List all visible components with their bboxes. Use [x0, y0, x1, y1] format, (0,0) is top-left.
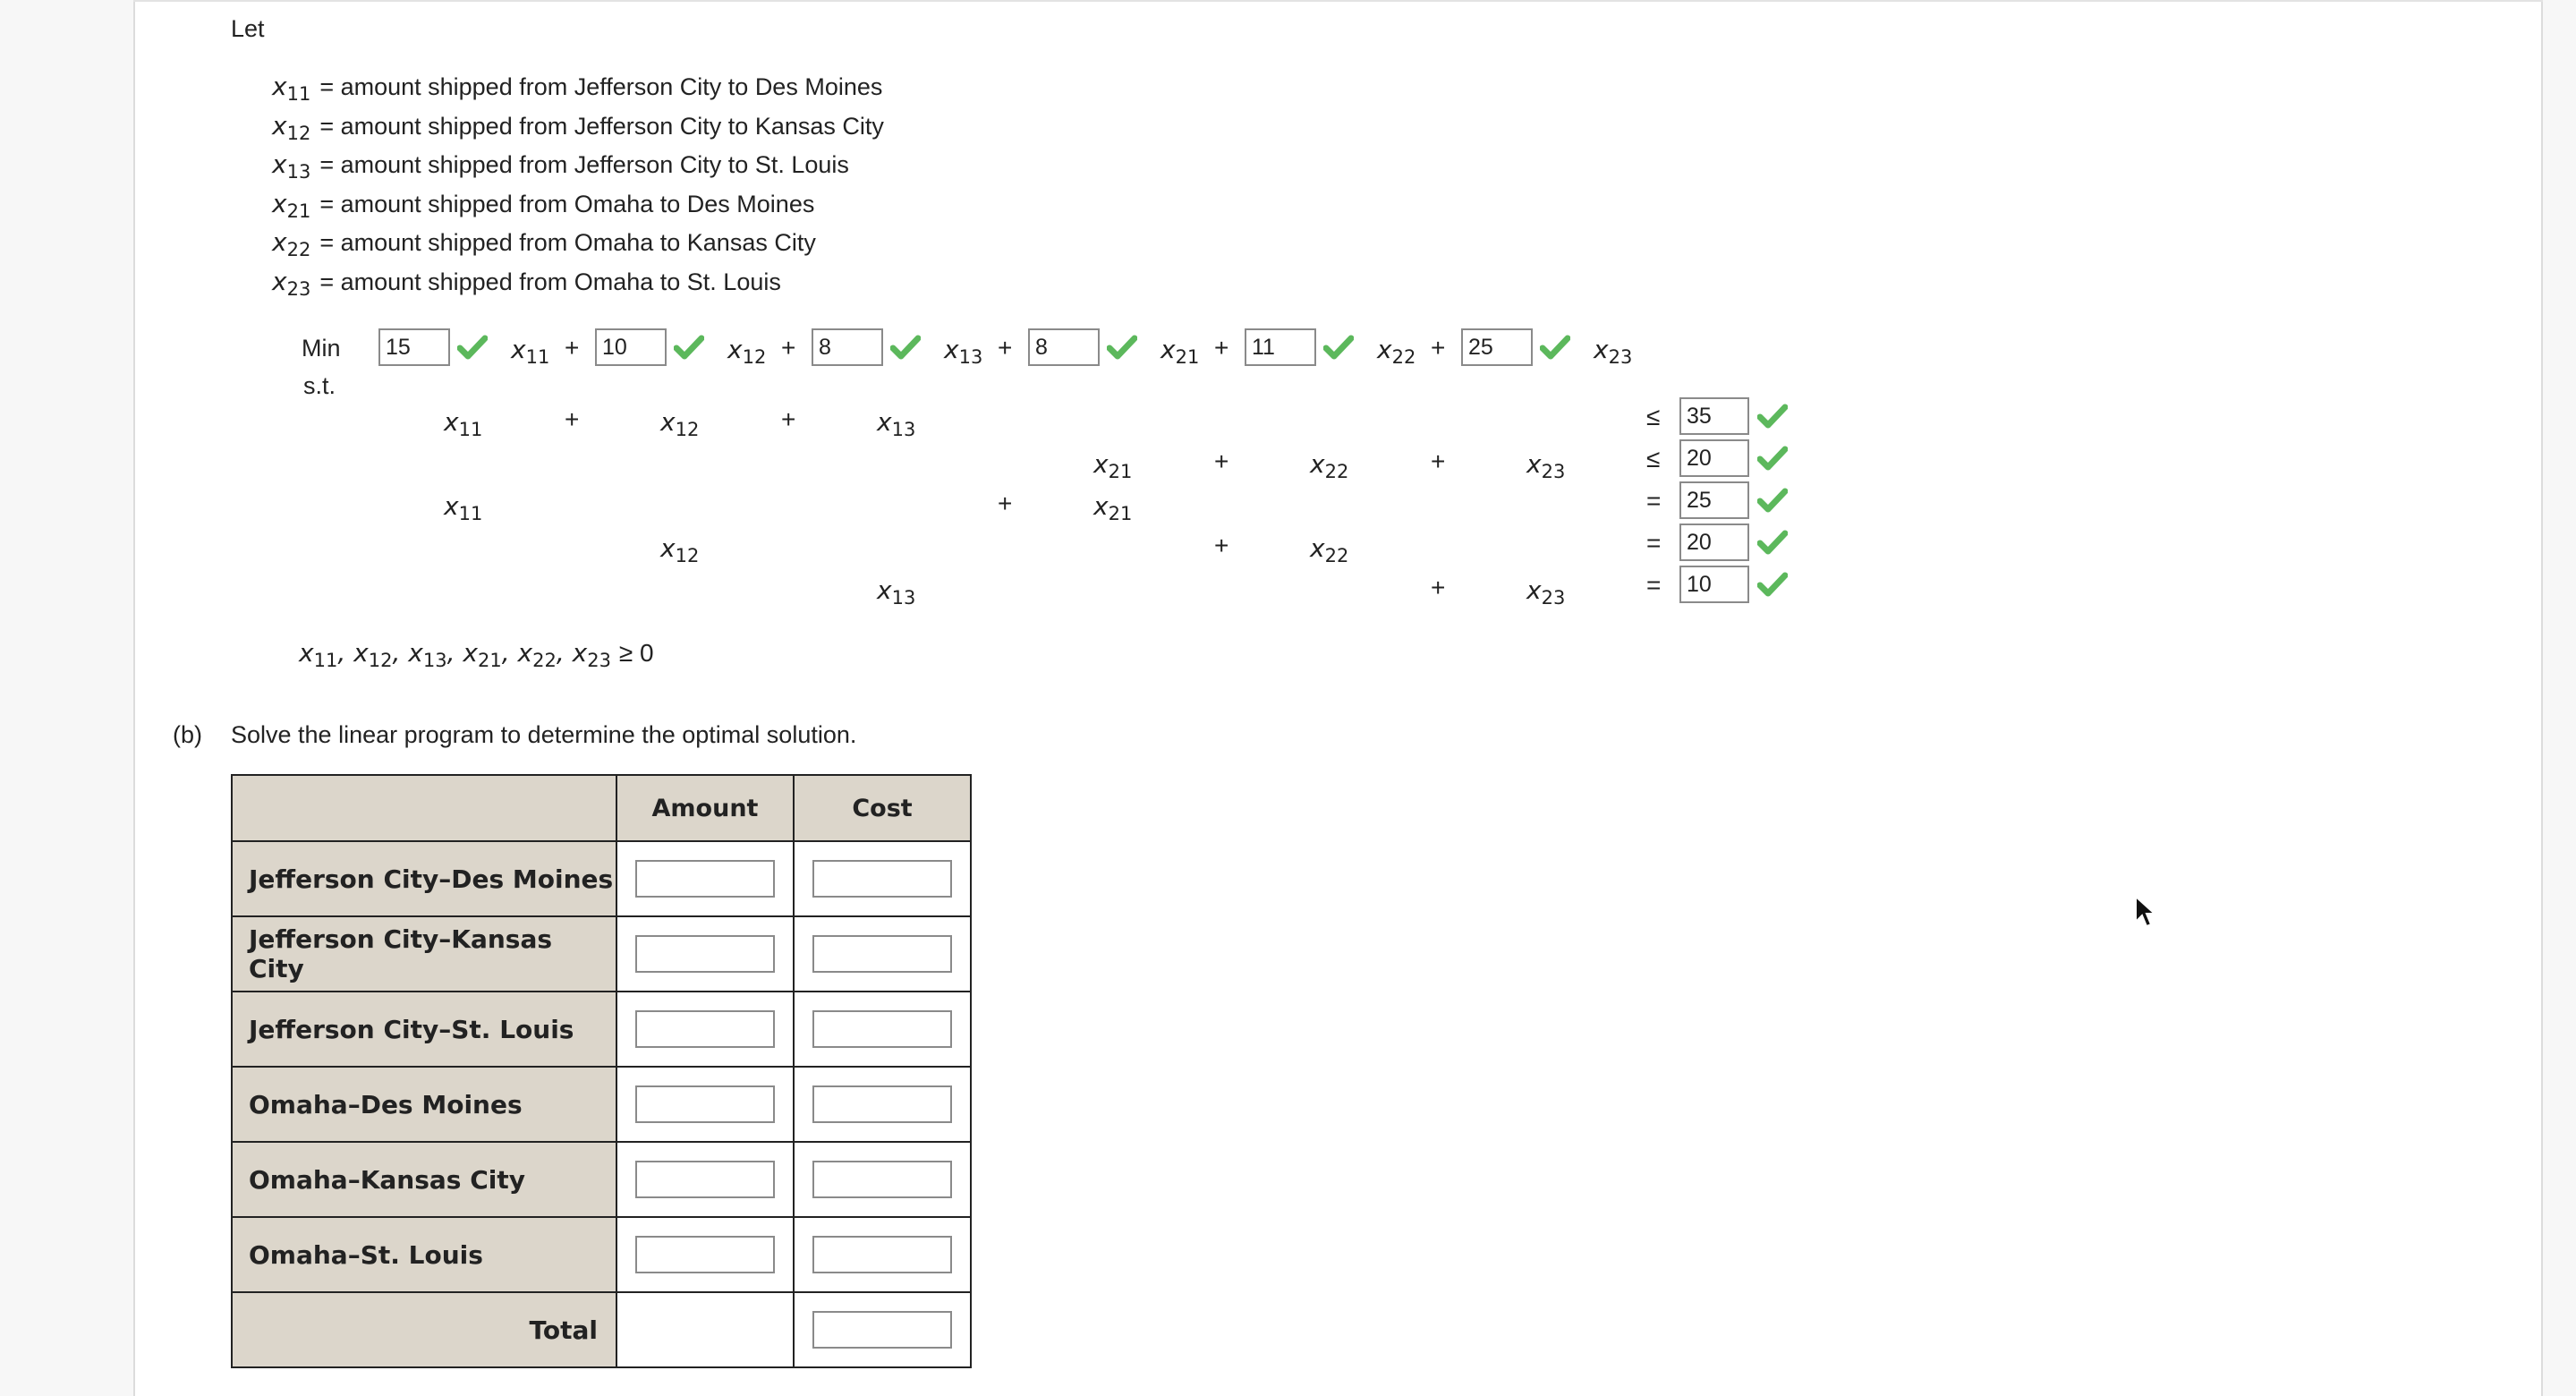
constraint-plus: + [1214, 532, 1229, 559]
let-label: Let [231, 15, 265, 42]
variable-subscript: 23 [1541, 461, 1566, 482]
constraint-plus: + [998, 489, 1013, 517]
check-icon [1757, 446, 1788, 471]
table-header-row [232, 775, 971, 841]
variable-symbol: x [944, 335, 959, 364]
variable-subscript-wrap [286, 111, 311, 144]
check-icon [1540, 335, 1570, 360]
constraint-variable [877, 407, 916, 440]
constraint-plus: + [781, 405, 796, 433]
variable-subscript-wrap [286, 267, 311, 300]
objective-variable [1160, 335, 1200, 368]
total-row [232, 1292, 971, 1367]
definition-row [272, 110, 884, 144]
part-b-prompt: Solve the linear program to determine the optimal solution. [231, 721, 857, 748]
constraint-relation: ≤ [1646, 403, 1661, 430]
amount-input[interactable] [635, 935, 775, 973]
amount-input[interactable] [635, 860, 775, 898]
route-label: Omaha–Kansas City [232, 1142, 616, 1217]
variable-symbol: x [272, 227, 287, 257]
amount-input[interactable] [635, 1161, 775, 1198]
separator [611, 638, 619, 668]
variable-symbol: x [272, 149, 287, 179]
definition-text: = amount shipped from Jefferson City to Des Moines [319, 73, 883, 100]
variable-subscript: 21 [286, 200, 311, 222]
nonnegativity-suffix: ≥ 0 [618, 639, 654, 667]
variable-subscript: 12 [675, 545, 700, 566]
min-label: Min [302, 335, 341, 362]
variable-subscript-wrap [286, 227, 311, 260]
check-icon [1323, 335, 1354, 360]
separator: , [556, 638, 573, 668]
variable-symbol: x [660, 407, 676, 437]
variable-subscript: 13 [958, 346, 983, 368]
variable-subscript: 23 [1608, 346, 1633, 368]
variable-subscript: 11 [458, 419, 483, 440]
variable-subscript: 22 [1324, 461, 1349, 482]
cost-cell [794, 992, 971, 1067]
cost-input[interactable] [812, 1236, 952, 1273]
objective-coefficient-input[interactable]: 25 [1461, 328, 1533, 366]
constraint-variable [1310, 449, 1349, 482]
route-label: Omaha–Des Moines [232, 1067, 616, 1142]
constraint-plus: + [1214, 447, 1229, 475]
definition-text: = amount shipped from Jefferson City to Kansas City [319, 112, 884, 140]
variable-symbol: x [877, 407, 892, 437]
variable-symbol: x [272, 110, 287, 140]
constraint-variable [660, 533, 700, 566]
definition-row [272, 266, 781, 300]
variable-subscript: 13 [422, 650, 447, 671]
objective-variable [1594, 335, 1633, 368]
nonnegativity-constraint [299, 638, 654, 671]
nonnegativity-variable [353, 638, 393, 671]
constraint-plus: + [565, 405, 580, 433]
constraint-variable [1093, 491, 1133, 524]
variable-subscript: 11 [458, 503, 483, 524]
variable-subscript: 12 [368, 650, 393, 671]
variable-symbol: x [444, 491, 459, 521]
table-row [232, 916, 971, 992]
definition-text: = amount shipped from Omaha to Kansas City [319, 229, 816, 256]
variable-subscript-wrap [286, 149, 311, 183]
table-row [232, 992, 971, 1067]
cost-cell [794, 1142, 971, 1217]
constraint-rhs-input[interactable]: 20 [1679, 524, 1749, 561]
check-icon [1757, 404, 1788, 429]
variable-subscript: 12 [286, 122, 311, 144]
variable-subscript: 22 [1391, 346, 1416, 368]
nonnegativity-variable [517, 638, 557, 671]
definition-row [272, 227, 816, 260]
variable-symbol: x [1093, 491, 1109, 521]
variable-symbol: x [1310, 533, 1325, 563]
variable-subscript: 23 [286, 277, 311, 300]
objective-coefficient-input[interactable]: 8 [812, 328, 883, 366]
nonnegativity-variable [463, 638, 502, 671]
variable-symbol: x [353, 638, 369, 668]
variable-symbol: x [408, 638, 423, 668]
constraint-rhs-input[interactable]: 10 [1679, 566, 1749, 603]
variable-subscript: 13 [891, 587, 916, 609]
amount-cell [616, 992, 794, 1067]
table-row [232, 841, 971, 916]
cost-input[interactable] [812, 1161, 952, 1198]
part-b-label: (b) [173, 721, 202, 748]
cost-cell [794, 1067, 971, 1142]
route-label: Omaha–St. Louis [232, 1217, 616, 1292]
variable-subscript: 13 [891, 419, 916, 440]
constraint-variable [1093, 449, 1133, 482]
separator: , [337, 638, 354, 668]
constraint-variable [877, 575, 916, 609]
constraint-rhs-input[interactable]: 25 [1679, 481, 1749, 519]
amount-input[interactable] [635, 1236, 775, 1273]
check-icon [1107, 335, 1137, 360]
variable-symbol: x [1594, 335, 1609, 364]
mouse-cursor-icon [2134, 895, 2157, 931]
variable-symbol: x [1526, 575, 1542, 605]
variable-symbol: x [1310, 449, 1325, 479]
top-divider [133, 0, 2543, 2]
objective-variable [1377, 335, 1416, 368]
check-icon [457, 335, 488, 360]
cost-input[interactable] [812, 935, 952, 973]
constraint-plus: + [1431, 574, 1446, 601]
amount-cell [616, 1217, 794, 1292]
objective-plus: + [1214, 334, 1229, 362]
cost-input[interactable] [812, 1085, 952, 1123]
variable-subscript-wrap [286, 189, 311, 222]
constraint-rhs-input[interactable]: 35 [1679, 397, 1749, 435]
objective-variable [511, 335, 550, 368]
st-label: s.t. [303, 372, 336, 399]
objective-plus: + [1431, 334, 1446, 362]
variable-subscript: 21 [1108, 461, 1133, 482]
cost-input[interactable] [812, 1010, 952, 1048]
constraint-relation: ≤ [1646, 445, 1661, 472]
solution-table [231, 774, 972, 1368]
header-blank [232, 775, 616, 841]
constraint-rhs-input[interactable]: 20 [1679, 439, 1749, 477]
constraint-plus: + [1431, 447, 1446, 475]
variable-subscript: 13 [286, 161, 311, 183]
variable-symbol: x [1093, 449, 1109, 479]
objective-coefficient-input[interactable]: 11 [1245, 328, 1316, 366]
variable-subscript: 11 [525, 346, 550, 368]
check-icon [1757, 530, 1788, 555]
definition-text: = amount shipped from Omaha to St. Louis [319, 268, 781, 295]
objective-variable [944, 335, 983, 368]
table-row [232, 1142, 971, 1217]
variable-subscript: 22 [286, 239, 311, 260]
route-label: Jefferson City–Kansas City [232, 916, 616, 992]
header-cost: Cost [794, 775, 971, 841]
amount-cell [616, 916, 794, 992]
variable-symbol: x [1160, 335, 1176, 364]
separator: , [501, 638, 518, 668]
variable-symbol: x [511, 335, 526, 364]
variable-symbol: x [1526, 449, 1542, 479]
variable-symbol: x [727, 335, 743, 364]
separator: , [392, 638, 409, 668]
route-label: Jefferson City–St. Louis [232, 992, 616, 1067]
objective-variable [727, 335, 767, 368]
variable-symbol: x [463, 638, 478, 668]
check-icon [1757, 572, 1788, 597]
cost-cell [794, 916, 971, 992]
objective-plus: + [998, 334, 1013, 362]
variable-subscript: 12 [742, 346, 767, 368]
definition-text: = amount shipped from Omaha to Des Moines [319, 190, 815, 217]
total-cost-cell [794, 1292, 971, 1367]
variable-subscript: 22 [1324, 545, 1349, 566]
objective-coefficient-input[interactable]: 10 [595, 328, 667, 366]
table-row [232, 1067, 971, 1142]
variable-symbol: x [517, 638, 533, 668]
constraint-variable [444, 407, 483, 440]
definition-row [272, 72, 883, 105]
objective-coefficient-input[interactable]: 15 [378, 328, 450, 366]
variable-subscript: 21 [1108, 503, 1133, 524]
variable-subscript: 12 [675, 419, 700, 440]
check-icon [890, 335, 921, 360]
objective-coefficient-input[interactable]: 8 [1028, 328, 1100, 366]
header-amount: Amount [616, 775, 794, 841]
constraint-variable [444, 491, 483, 524]
amount-cell [616, 841, 794, 916]
variable-symbol: x [572, 638, 588, 668]
variable-subscript: 21 [477, 650, 502, 671]
nonnegativity-variable [408, 638, 447, 671]
constraint-relation: = [1646, 487, 1662, 515]
table-row [232, 1217, 971, 1292]
check-icon [674, 335, 704, 360]
separator: , [446, 638, 463, 668]
cost-input[interactable] [812, 860, 952, 898]
variable-symbol: x [272, 188, 287, 218]
constraint-relation: = [1646, 571, 1662, 599]
objective-plus: + [781, 334, 796, 362]
cost-cell [794, 1217, 971, 1292]
check-icon [1757, 488, 1788, 513]
variable-subscript: 23 [587, 650, 611, 671]
variable-subscript-wrap [286, 72, 311, 105]
variable-subscript: 22 [532, 650, 557, 671]
variable-symbol: x [877, 575, 892, 605]
constraint-variable [1310, 533, 1349, 566]
variable-symbol: x [299, 638, 314, 668]
amount-cell [616, 1142, 794, 1217]
constraint-variable [660, 407, 700, 440]
total-cost-input[interactable] [812, 1311, 952, 1349]
constraint-variable [1526, 449, 1566, 482]
objective-plus: + [565, 334, 580, 362]
amount-cell [616, 1067, 794, 1142]
amount-input[interactable] [635, 1010, 775, 1048]
total-label: Total [232, 1292, 616, 1367]
amount-input[interactable] [635, 1085, 775, 1123]
cost-cell [794, 841, 971, 916]
variable-symbol: x [1377, 335, 1392, 364]
variable-symbol: x [444, 407, 459, 437]
definition-text: = amount shipped from Jefferson City to St. Louis [319, 151, 849, 178]
variable-subscript: 23 [1541, 587, 1566, 609]
constraint-variable [1526, 575, 1566, 609]
variable-subscript: 11 [286, 83, 311, 105]
definition-row [272, 188, 815, 222]
nonnegativity-variable [572, 638, 611, 671]
variable-subscript: 21 [1175, 346, 1200, 368]
variable-symbol: x [272, 72, 287, 101]
nonnegativity-variable [299, 638, 338, 671]
variable-symbol: x [272, 266, 287, 296]
definition-row [272, 149, 849, 183]
total-amount-cell [616, 1292, 794, 1367]
constraint-relation: = [1646, 529, 1662, 557]
variable-symbol: x [660, 533, 676, 563]
variable-subscript: 11 [313, 650, 338, 671]
route-label: Jefferson City–Des Moines [232, 841, 616, 916]
